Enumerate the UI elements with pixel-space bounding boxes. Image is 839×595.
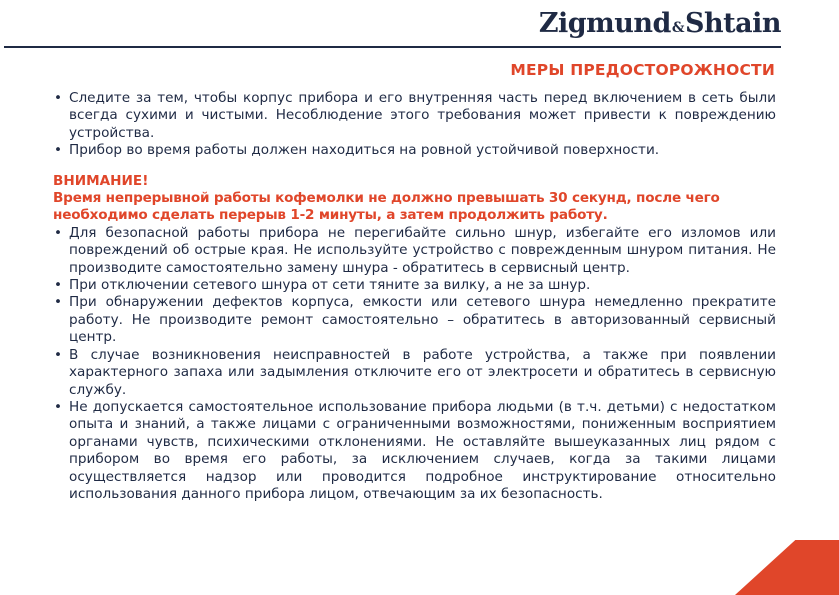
header-rule	[4, 46, 781, 48]
intro-list	[53, 90, 776, 160]
list-item: • При обнаружении дефектов корпуса, емкости или сетевого шнура немедленно прекратите работу. Не производите ремонт самостоятельно – обратитесь в авторизованный сервисный центр.	[53, 294, 776, 346]
brand-logo-left: Zigmund	[538, 8, 671, 39]
brand-logo-right: Shtain	[685, 8, 781, 39]
list-item: • Для безопасной работы прибора не перегибайте сильно шнур, избегайте его изломов или повреждений об острые края. Не используйте устройство с поврежденным шнуром питания. Не производите самостоятельно замену шнура - обратитесь в сервисный центр.	[53, 225, 776, 277]
corner-accent-shape	[735, 540, 839, 595]
list-item: • Следите за тем, чтобы корпус прибора и его внутренняя часть перед включением в сеть были всегда сухими и чистыми. Несоблюдение этого требования может привести к повреждению устройства.	[53, 90, 776, 142]
list-item: • Не допускается самостоятельное использование прибора людьми (в т.ч. детьми) с недостатком опыта и знаний, а также лицами с ограниченными возможностями, пониженным восприятием органами чувств, психическими отклонениями. Не оставляйте вышеуказанных лиц рядом с прибором во время его работы, за исключением случаев, когда за такими лицами осуществляется надзор или проводится подробное инструктирование относительно использования данного прибора лицом, отвечающим за их безопасность.	[53, 399, 776, 503]
brand-logo-ampersand: &	[671, 20, 685, 36]
warning-text: Время непрерывной работы кофемолки не должно превышать 30 секунд, после чего необходимо сделать перерыв 1-2 минуты, а затем продолжить работу.	[53, 190, 720, 224]
warning-title: ВНИМАНИЕ!	[53, 172, 149, 189]
list-item: • Прибор во время работы должен находиться на ровной устойчивой поверхности.	[53, 142, 776, 159]
brand-logo	[539, 8, 781, 39]
page-content	[53, 90, 776, 503]
list-item: • В случае возникновения неисправностей в работе устройства, а также при появлении характерного запаха или задымления отключите его от электросети и обратитесь в сервисную службу.	[53, 347, 776, 399]
list-item: • При отключении сетевого шнура от сети тяните за вилку, а не за шнур.	[53, 277, 776, 294]
section-title: МЕРЫ ПРЕДОСТОРОЖНОСТИ	[510, 61, 775, 79]
warning-block	[53, 173, 776, 225]
safety-list	[53, 225, 776, 504]
